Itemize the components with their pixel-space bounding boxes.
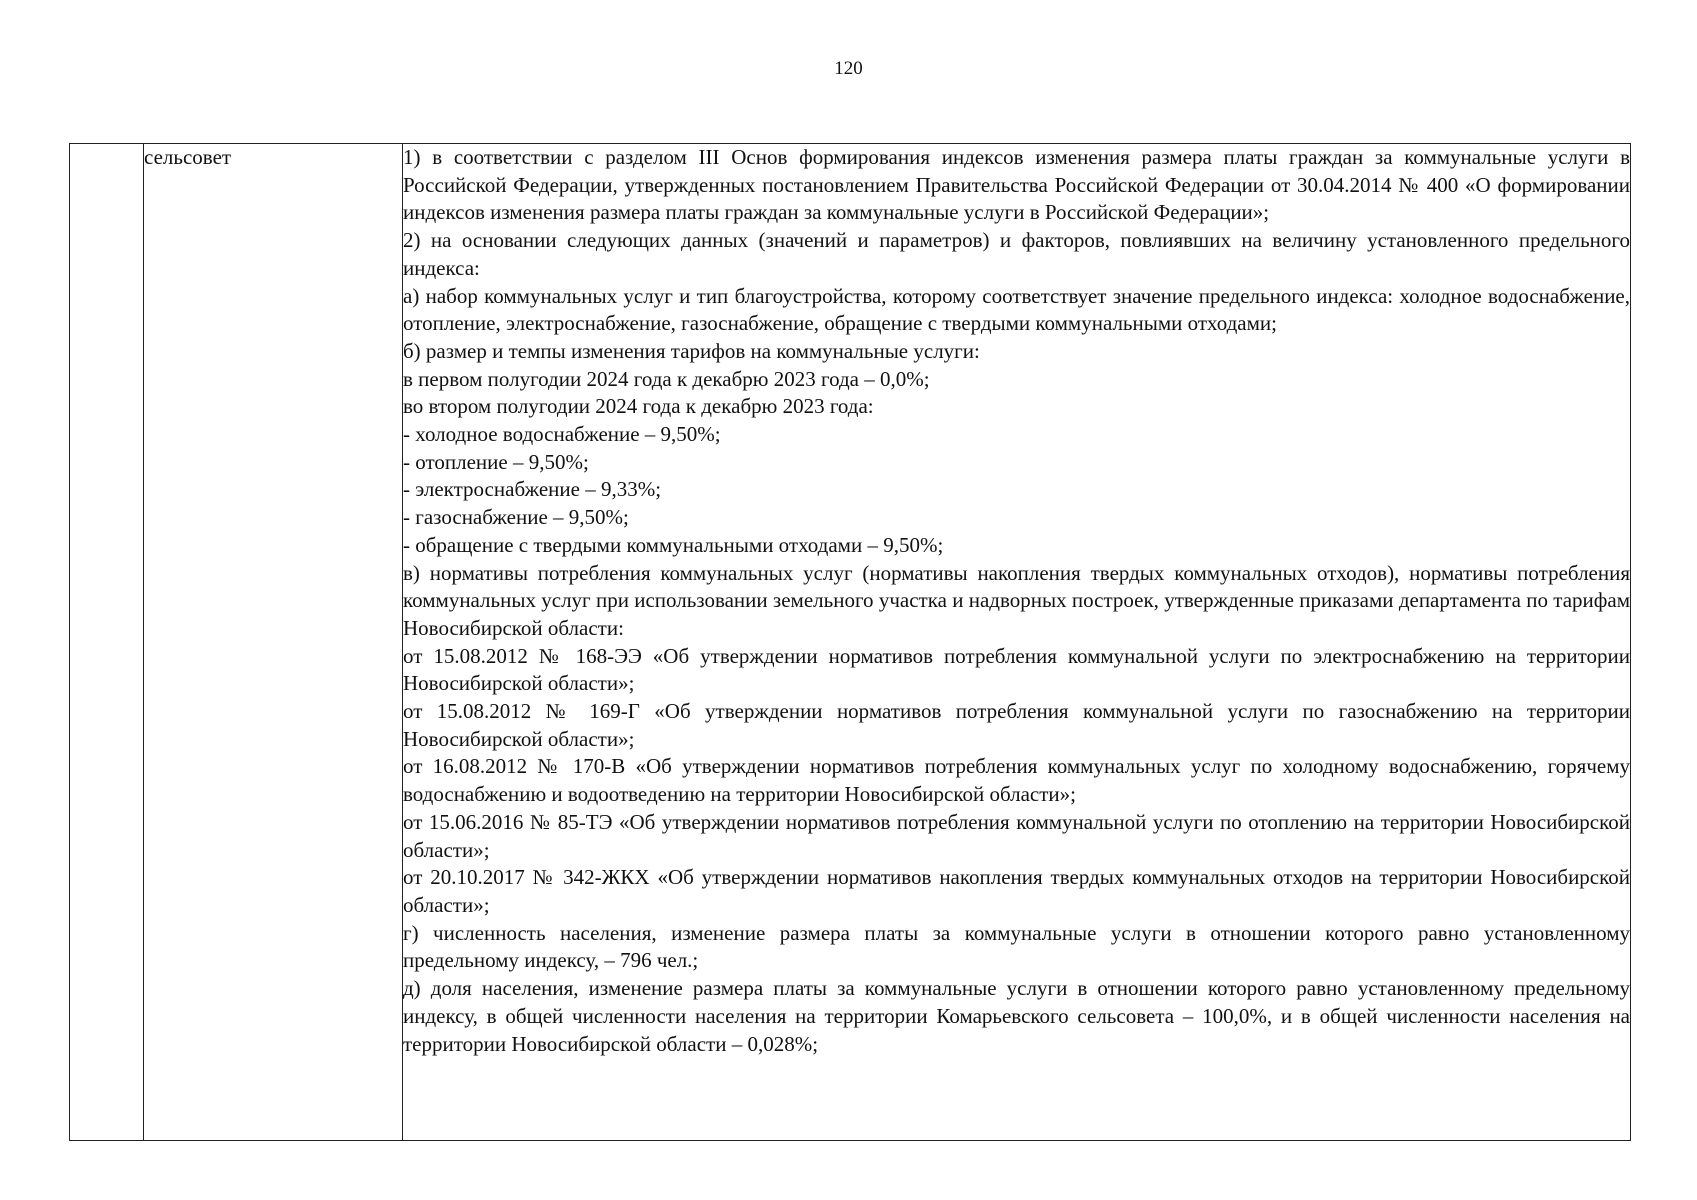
paragraph: 2) на основании следующих данных (значений и параметров) и факторов, повлиявших на величину установленного предельного индекса: [403, 228, 1630, 280]
cell-number [70, 144, 144, 1141]
paragraph: от 20.10.2017 № 342-ЖКХ «Об утверждении нормативов накопления твердых коммунальных отходов на территории Новосибирской области»; [403, 865, 1630, 917]
list-item: - газоснабжение – 9,50%; [403, 505, 629, 530]
table-row [70, 144, 1631, 1141]
cell-municipality: сельсовет [144, 144, 403, 1141]
paragraph: в) нормативы потребления коммунальных услуг (нормативы накопления твердых коммунальных отходов), нормативы потребления коммунальных услуг при использовании земельного участка и надворных построек, утвержденные приказами департамента по тарифам Новосибирской области: [403, 560, 1630, 640]
list-item: - обращение с твердыми коммунальными отходами – 9,50%; [403, 532, 944, 557]
paragraph: в первом полугодии 2024 года к декабрю 2023 года – 0,0%; [403, 366, 930, 391]
paragraph: от 15.06.2016 № 85-ТЭ «Об утверждении нормативов потребления коммунальной услуги по отоплению на территории Новосибирской области»; [403, 809, 1630, 862]
page-number: 120 [834, 58, 863, 79]
list-item: - отопление – 9,50%; [403, 449, 589, 474]
paragraph: б) размер и темпы изменения тарифов на коммунальные услуги: [403, 338, 980, 363]
document-table [69, 143, 1631, 1141]
paragraph: д) доля населения, изменение размера платы за коммунальные услуги в отношении которого равно установленному предельному индексу, в общей численности населения на территории Комарьевского сельсовета – 100,0%, и в общей численности населения на территории Новосибирской области – 0,028%; [403, 976, 1630, 1056]
cell-justification [403, 144, 1631, 1141]
paragraph: от 16.08.2012 № 170-В «Об утверждении нормативов потребления коммунальных услуг по холодному водоснабжению, горячему водоснабжению и водоотведению на территории Новосибирской области»; [403, 754, 1630, 807]
paragraph: во втором полугодии 2024 года к декабрю 2023 года: [403, 394, 874, 419]
paragraph: от 15.08.2012 № 169-Г «Об утверждении нормативов потребления коммунальной услуги по газоснабжению на территории Новосибирской области»; [403, 699, 1630, 751]
list-item: - холодное водоснабжение – 9,50%; [403, 422, 721, 447]
paragraph: а) набор коммунальных услуг и тип благоустройства, которому соответствует значение предельного индекса: холодное водоснабжение, отопление, электроснабжение, газоснабжение, обращение с твердыми коммунальными отходами; [403, 283, 1630, 336]
list-item: - электроснабжение – 9,33%; [403, 477, 662, 502]
paragraph: г) численность населения, изменение размера платы за коммунальные услуги в отношении которого равно установленному предельному индексу, – 796 чел.; [403, 920, 1630, 973]
paragraph: 1) в соответствии с разделом III Основ формирования индексов изменения размера платы граждан за коммунальные услуги в Российской Федерации, утвержденных постановлением Правительства Российской Федерации от 30.04.2014 № 400 «О формировании индексов изменения размера платы граждан за коммунальные услуги в Российской Федерации»; [403, 145, 1630, 225]
paragraph: от 15.08.2012 № 168-ЭЭ «Об утверждении нормативов потребления коммунальной услуги по электроснабжению на территории Новосибирской области»; [403, 643, 1630, 696]
